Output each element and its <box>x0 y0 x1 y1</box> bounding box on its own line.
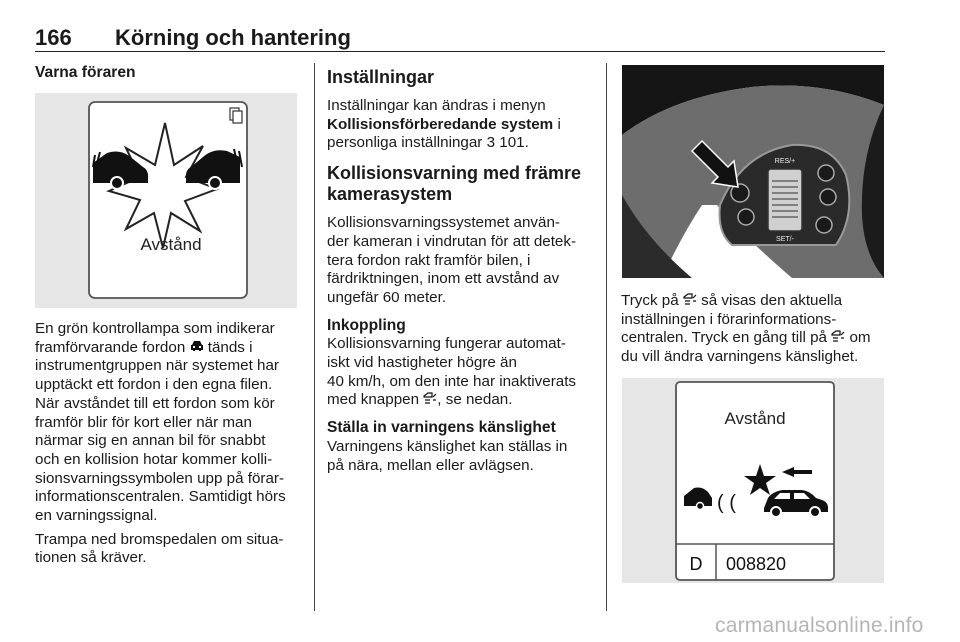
paragraph-settings-intro: Inställningar kan ändras i menyn Kollisionsförberedande system i personliga inställningar 3 101. <box>327 97 561 152</box>
paragraph-brake-advice: Trampa ned bromspedalen om situa- tionen så kräver. <box>35 530 284 567</box>
cancel-button[interactable] <box>816 217 832 233</box>
section-heading-warn-driver: Varna föraren <box>35 64 136 81</box>
collision-alert-button-icon <box>683 292 697 311</box>
cruise-button[interactable] <box>818 165 834 181</box>
lane-button[interactable] <box>738 209 754 225</box>
paragraph-activation: Kollisionsvarning fungerar automat- iskt vid hastigheter högre än 40 km/h, om den inte har inaktiverats med knappen , se nedan. <box>327 335 577 409</box>
column-left-body <box>35 320 303 568</box>
paragraph-warn-description: En grön kontrollampa som indikerar framförvarande fordon tänds i instrumentgruppen när systemet har upptäckt ett fordon i den egna filen. När avståndet till ett fordon som kör framför blir för kort eller när man närmar sig en annan bil för snabbt och en kollision hotar kommer kolli- sionsvarningssymbolen upp på förar- informationscentralen. Samtidigt hörs en varningssignal. <box>35 320 286 525</box>
header-rule <box>35 51 885 52</box>
paragraph-sensitivity: Varningens känslighet kan ställas in på nära, mellan eller avlägsen. <box>327 437 568 474</box>
display-label-distance: Avstånd <box>724 409 786 428</box>
collision-warning-figure <box>35 93 297 308</box>
gear-indicator: D <box>689 554 703 574</box>
section-heading-settings: Inställningar <box>327 67 435 87</box>
page-header <box>35 18 885 52</box>
distance-display-figure <box>622 378 884 583</box>
steering-wheel-figure <box>622 65 884 278</box>
limiter-button[interactable] <box>820 189 836 205</box>
chapter-title: Körning och hantering <box>115 25 351 50</box>
section-heading-forward-collision: Kollisionsvarning med främre kamerasystem <box>327 163 582 205</box>
wheel-label-res: RES/+ <box>774 158 796 165</box>
column-divider-1 <box>314 63 315 611</box>
page-reference-number: 101. <box>499 134 529 152</box>
collision-alert-button-icon <box>831 329 845 348</box>
thumbwheel[interactable] <box>768 169 802 231</box>
car-front-icon <box>190 339 204 358</box>
watermark: carmanualsonline.info <box>715 614 924 637</box>
wheel-label-set: SET/- <box>776 236 794 243</box>
sensor-wave-icon: ( ( <box>717 492 736 514</box>
column-left <box>35 64 303 83</box>
figure-label-distance: Avstånd <box>140 235 202 254</box>
paragraph-press-button: Tryck på så visas den aktuella inställningen i förarinformations- centralen. Tryck en gång till på om du vill ändra varningens känslighet. <box>621 292 871 366</box>
page-number: 166 <box>35 25 72 50</box>
paragraph-camera-system: Kollisionsvarningssystemet använ- der kameran i vindrutan för att detek- tera fordon rakt framför bilen, i färdriktningen, inom ett avstånd av ungefär 60 meter. <box>327 214 577 306</box>
page-reference-arrow-icon: 3 <box>486 134 496 152</box>
subheading-sensitivity: Ställa in varningens känslighet <box>327 419 556 437</box>
odometer-value: 008820 <box>725 554 787 574</box>
column-divider-2 <box>606 63 607 611</box>
column-right-body <box>621 292 889 367</box>
subheading-activation: Inkoppling <box>327 316 406 334</box>
collision-alert-button-icon <box>423 391 437 410</box>
column-middle <box>327 67 597 475</box>
